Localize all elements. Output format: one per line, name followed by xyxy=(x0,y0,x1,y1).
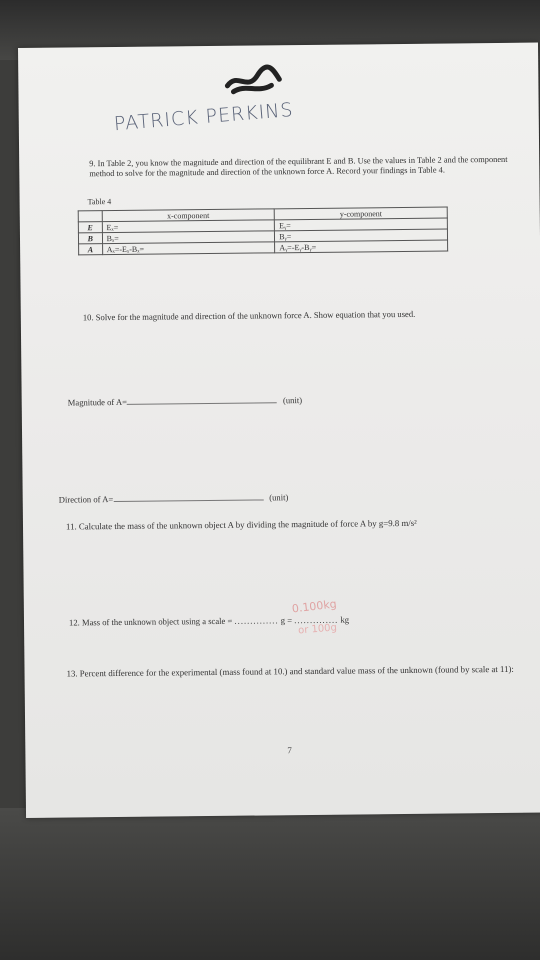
question-11: 11. Calculate the mass of the unknown object A by dividing the magnitude of force A by g=9.8 m/s² xyxy=(65,517,417,532)
vector-label: B xyxy=(78,233,102,244)
magnitude-label: Magnitude of A= xyxy=(67,396,128,408)
x-cell: Bₓ= xyxy=(102,231,275,244)
y-cell: Bᵧ= xyxy=(275,229,448,242)
background-bottom xyxy=(0,808,540,960)
direction-line xyxy=(59,492,289,504)
vector-label: A xyxy=(79,244,103,255)
magnitude-blank xyxy=(127,395,277,405)
direction-unit: (unit) xyxy=(269,492,289,503)
table-4 xyxy=(78,207,448,256)
question-13: 13. Percent difference for the experimental (mass found at 10.) and standard value mass of the unknown (found by scale at 11): xyxy=(66,663,514,679)
magnitude-line xyxy=(68,395,302,407)
handwritten-answer-alt: or 100g xyxy=(297,622,338,637)
handwritten-answer: 0.100kg xyxy=(291,597,338,616)
header-x-component: x-component xyxy=(102,209,275,222)
worksheet-page xyxy=(18,43,540,818)
header-y-component: y-component xyxy=(274,207,447,220)
direction-label: Direction of A= xyxy=(58,494,114,505)
question-9: 9. In Table 2, you know the magnitude and direction of the equilibrant E and B. Use the values in Table 2 and the component method to solve for the magnitude and direction of the unknown force A. Record your findings in Table 4. xyxy=(89,154,508,179)
handwritten-name: PATRICK PERKINS xyxy=(113,98,295,136)
scribble-mark xyxy=(223,63,283,98)
q12-dots-kg: .............. xyxy=(294,614,339,626)
page-number: 7 xyxy=(287,745,292,756)
q12-text: 12. Mass of the unknown object using a scale = xyxy=(68,615,233,628)
magnitude-unit: (unit) xyxy=(282,395,303,406)
vector-label: E xyxy=(78,222,102,233)
x-cell: Eₓ= xyxy=(102,220,275,233)
q12-g-label: g = xyxy=(280,615,293,626)
x-cell: Aₓ=-Eₓ-Bₓ= xyxy=(102,242,275,255)
table-caption: Table 4 xyxy=(87,197,112,207)
q12-kg-label: kg xyxy=(340,614,350,625)
header-blank xyxy=(78,211,102,222)
y-cell: Eᵧ= xyxy=(275,218,448,231)
y-cell: Aᵧ=-Eᵧ-Bᵧ= xyxy=(275,240,448,253)
question-10: 10. Solve for the magnitude and direction of the unknown force A. Show equation that you used. xyxy=(82,308,416,323)
direction-blank xyxy=(113,492,263,502)
q12-dots-grams: .............. xyxy=(234,615,279,626)
